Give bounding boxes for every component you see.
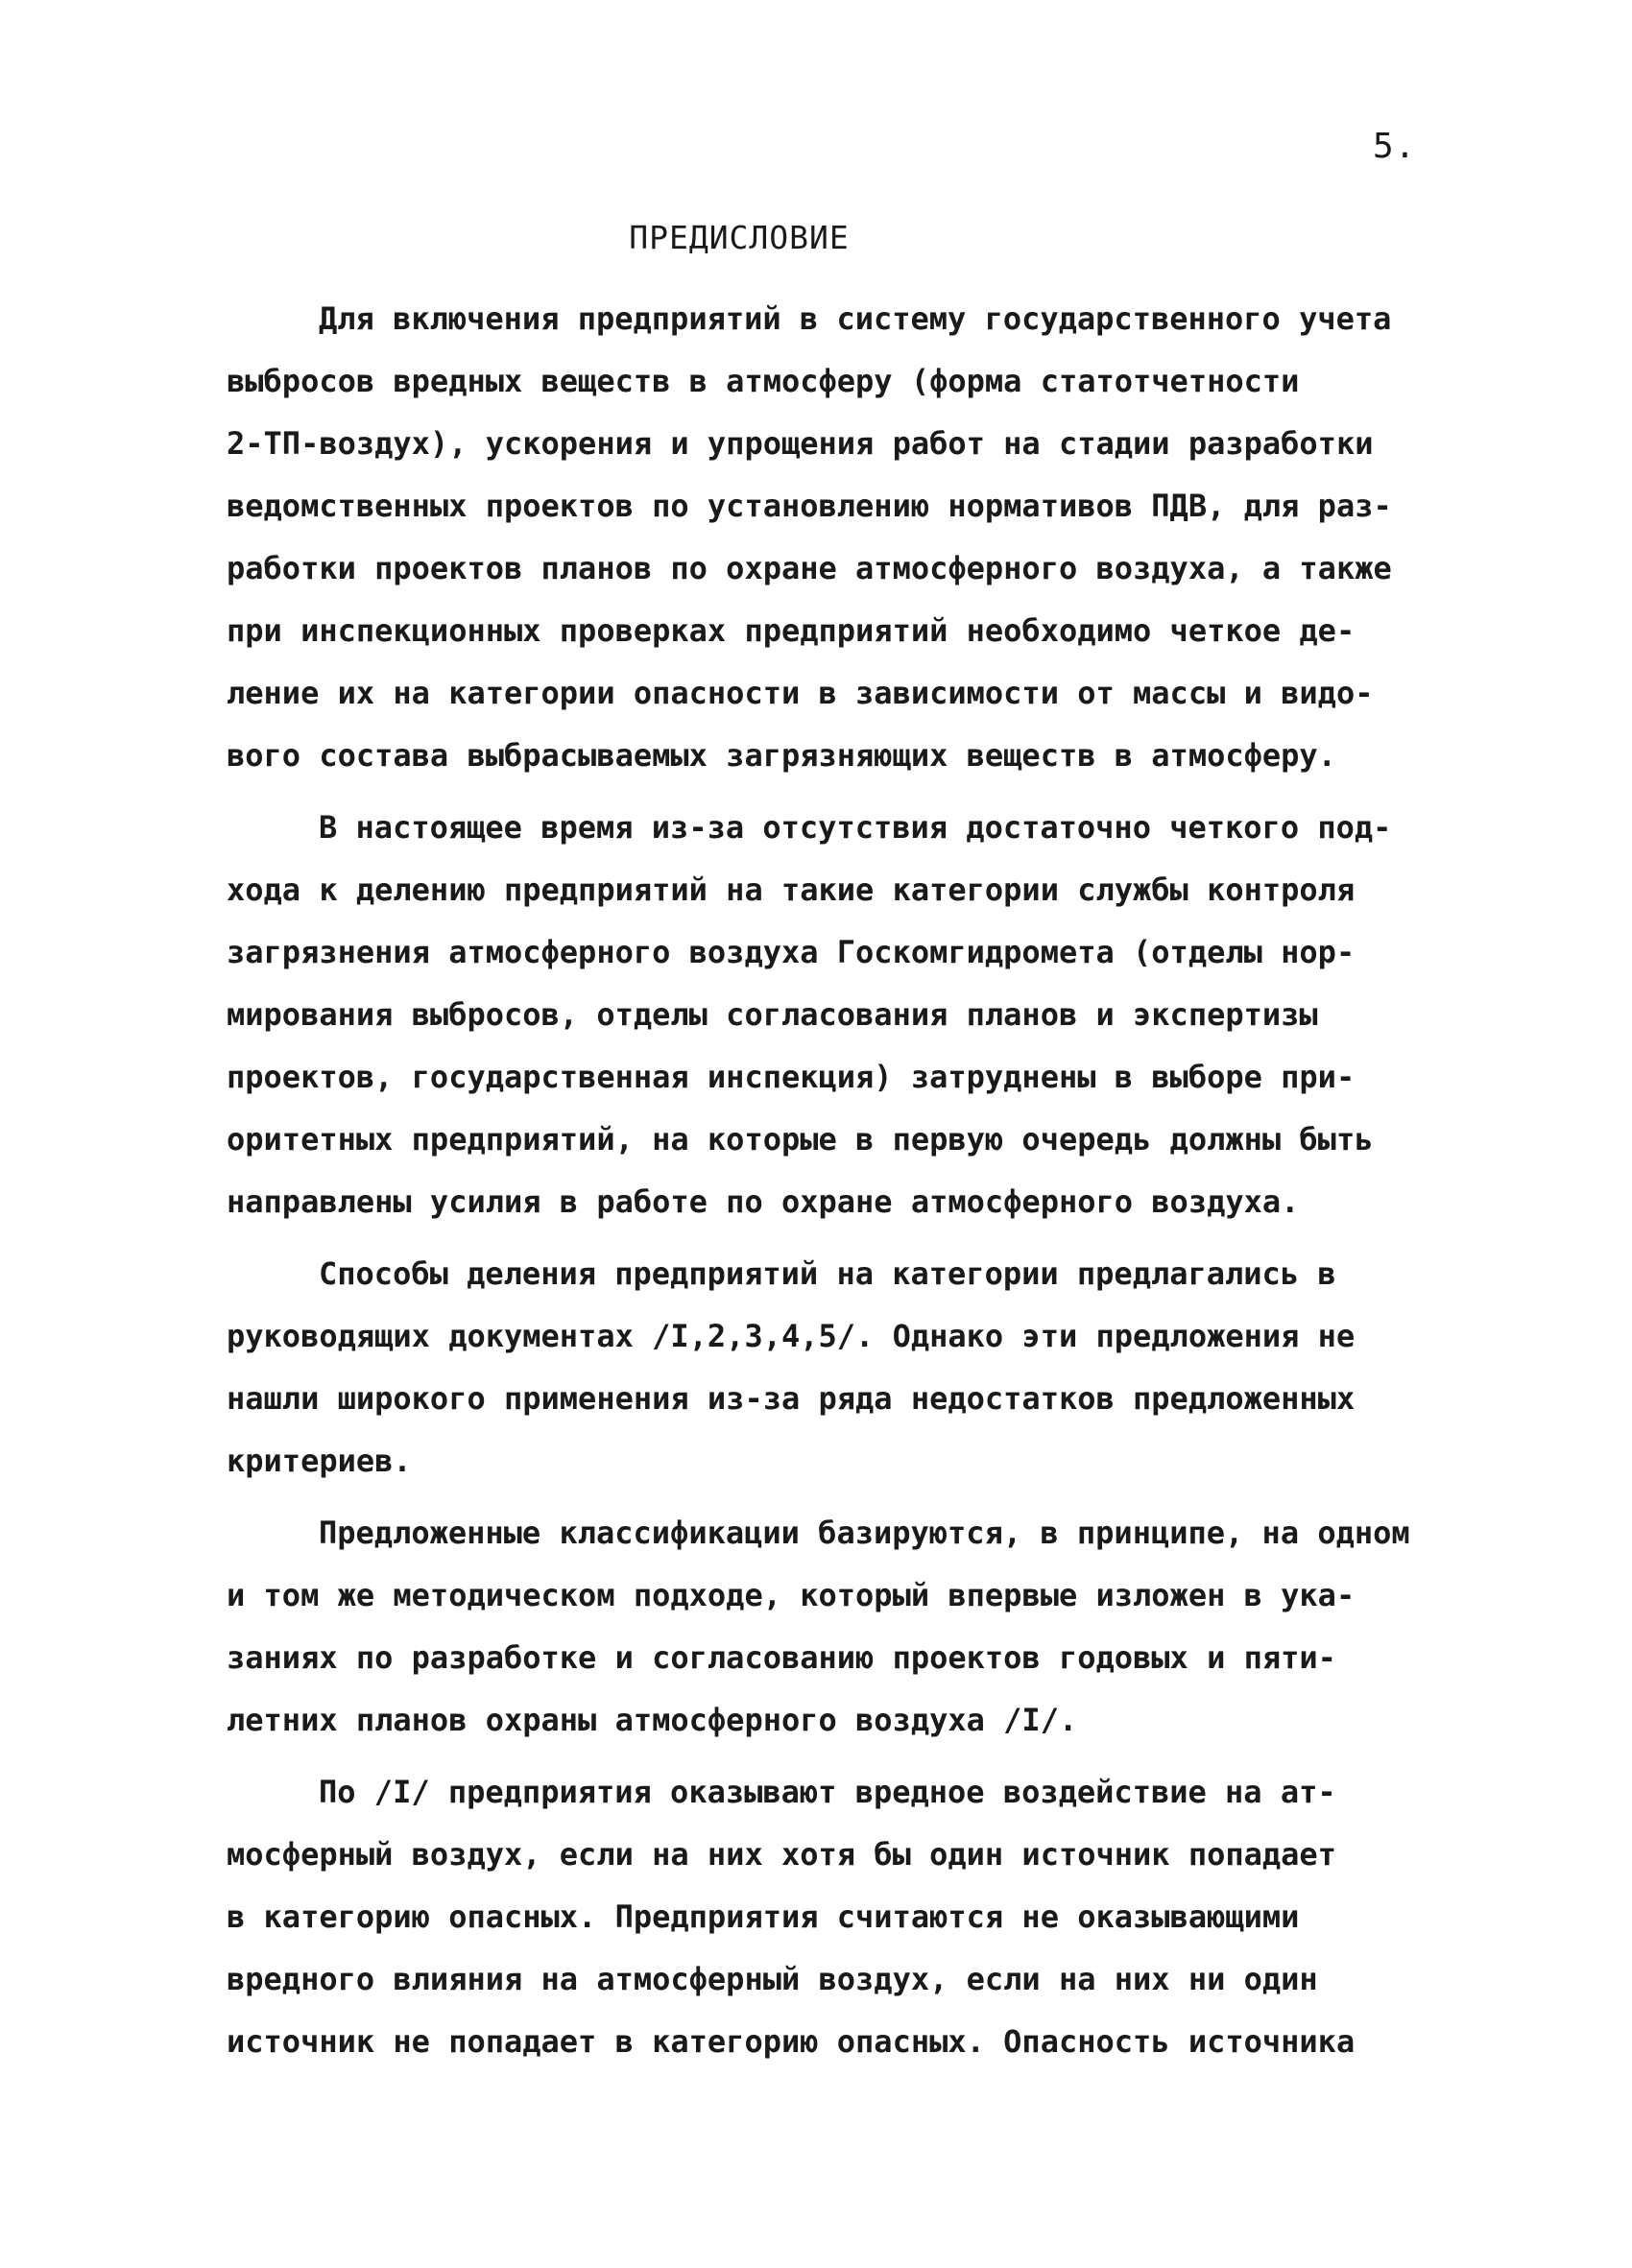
text-line: вого состава выбрасываемых загрязняющих веществ в атмосферу. [227,737,1336,774]
body-text [227,288,1475,2083]
text-line: в категорию опасных. Предприятия считаются не оказывающими [227,1898,1300,1935]
text-line: заниях по разработке и согласованию проектов годовых и пяти- [227,1639,1336,1676]
text-line: источник не попадает в категорию опасных. Опасность источника [227,2023,1356,2060]
text-line: мосферный воздух, если на них хотя бы один источник попадает [227,1836,1336,1873]
text-line: Для включения предприятий в систему государственного учета [319,300,1392,337]
page-number: 5. [1373,127,1417,166]
text-line: вредного влияния на атмосферный воздух, если на них ни один [227,1961,1318,1997]
page-title: ПРЕДИСЛОВИЕ [629,219,850,256]
paragraph-1 [227,288,1475,787]
text-line: при инспекционных проверках предприятий необходимо четкое де- [227,612,1356,649]
text-line: руководящих документах /I,2,3,4,5/. Однако эти предложения не [227,1318,1356,1354]
text-line: 2-ТП-воздух), ускорения и упрощения работ на стадии разработки [227,425,1374,462]
text-line: нашли широкого применения из-за ряда недостатков предложенных [227,1380,1356,1417]
paragraph-4 [227,1502,1475,1752]
text-line: По /I/ предприятия оказывают вредное воздействие на ат- [319,1774,1336,1810]
text-line: Предложенные классификации базируются, в принципе, на одном [319,1515,1410,1551]
paragraph-5 [227,1761,1475,2073]
text-line: хода к делению предприятий на такие категории службы контроля [227,871,1356,908]
paragraph-3 [227,1243,1475,1492]
text-line: загрязнения атмосферного воздуха Госкомгидромета (отделы нор- [227,934,1356,970]
text-line: мирования выбросов, отделы согласования планов и экспертизы [227,996,1318,1033]
text-line: работки проектов планов по охране атмосферного воздуха, а также [227,550,1392,586]
text-line: ведомственных проектов по установлению нормативов ПДВ, для раз- [227,488,1392,524]
text-line: проектов, государственная инспекция) затруднены в выборе при- [227,1059,1356,1095]
text-line: критериев. [227,1443,412,1479]
text-line: выбросов вредных веществ в атмосферу (форма статотчетности [227,363,1300,399]
text-line: и том же методическом подходе, который впервые изложен в ука- [227,1577,1356,1613]
paragraph-2 [227,797,1475,1233]
text-line: направлены усилия в работе по охране атмосферного воздуха. [227,1183,1300,1220]
text-line: оритетных предприятий, на которые в первую очередь должны быть [227,1121,1374,1158]
text-line: В настоящее время из-за отсутствия достаточно четкого под- [319,809,1392,846]
text-line: ление их на категории опасности в зависимости от массы и видо- [227,675,1374,711]
text-line: Способы деления предприятий на категории предлагались в [319,1255,1336,1292]
text-line: летних планов охраны атмосферного воздуха /I/. [227,1702,1078,1738]
